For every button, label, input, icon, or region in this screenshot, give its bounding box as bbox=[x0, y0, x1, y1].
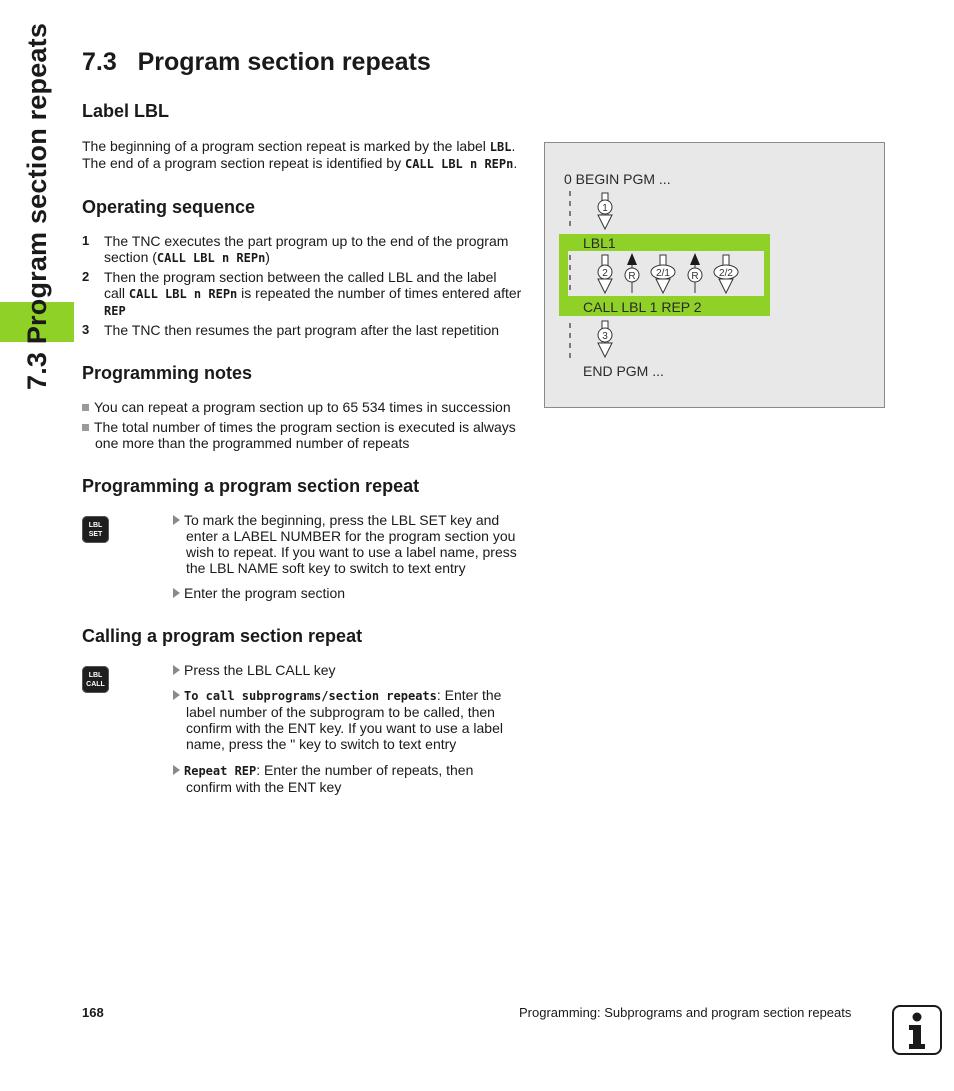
step-arrow-icon bbox=[173, 588, 180, 598]
section-programming-repeat-title: Programming a program section repeat bbox=[82, 476, 420, 496]
diagram-flow-arrows bbox=[545, 143, 886, 409]
svg-text:1: 1 bbox=[602, 203, 608, 214]
label-lbl-text: The beginning of a program section repeat is marked by the label LBL. The end of a program section repeat is identified by CALL LBL n REPn. bbox=[82, 138, 518, 171]
programming-notes-list bbox=[82, 399, 542, 451]
lbl-call-key-icon: LBL CALL bbox=[82, 666, 109, 693]
diagram-lbl1: LBL1 bbox=[583, 235, 616, 251]
step-2: 2 Then the program section between the called LBL and the label call CALL LBL n REPn is repeated the number of times entered after REP bbox=[82, 269, 522, 318]
svg-text:2/1: 2/1 bbox=[656, 268, 670, 279]
section-calling-repeat-title: Calling a program section repeat bbox=[82, 626, 363, 646]
page-number: 168 bbox=[82, 1005, 104, 1020]
diagram-end-pgm: END PGM ... bbox=[583, 363, 664, 379]
lbl-set-key-icon: LBL SET bbox=[82, 516, 109, 543]
section-label-lbl-title: Label LBL bbox=[82, 101, 170, 121]
page-title: 7.3 Program section repeats bbox=[82, 48, 431, 76]
step-1: 1 The TNC executes the part program up to the end of the program section (CALL LBL n REPn) bbox=[82, 233, 509, 265]
bullet-square-icon bbox=[82, 424, 89, 431]
section-repeat-diagram bbox=[544, 142, 885, 408]
calling-steps: Press the LBL CALL key To call subprograms/section repeats: Enter the label number of the subprogram to be called, then confirm with the ENT key. If you want to use a label name, press the " key to switch to text entry Repeat REP: Enter the number of repeats, then confirm with the ENT key bbox=[173, 662, 533, 795]
section-programming-notes-title: Programming notes bbox=[82, 363, 253, 383]
programming-steps: To mark the beginning, press the LBL SET key and enter a LABEL NUMBER for the program section you wish to repeat. If you want to use a label name, press the LBL NAME soft key to switch to text entry Enter the program section bbox=[173, 512, 533, 601]
step-arrow-icon bbox=[173, 515, 180, 525]
svg-text:2/2: 2/2 bbox=[719, 268, 733, 279]
step-arrow-icon bbox=[173, 690, 180, 700]
svg-text:R: R bbox=[628, 271, 636, 282]
diagram-begin-pgm: 0 BEGIN PGM ... bbox=[564, 171, 671, 187]
note-item: The total number of times the program section is executed is always bbox=[82, 419, 542, 435]
note-item: You can repeat a program section up to 65 534 times in succession bbox=[82, 399, 542, 415]
bullet-square-icon bbox=[82, 404, 89, 411]
info-icon bbox=[892, 1005, 942, 1055]
svg-text:R: R bbox=[691, 271, 699, 282]
section-operating-sequence-title: Operating sequence bbox=[82, 197, 256, 217]
step-3: 3 The TNC then resumes the part program after the last repetition bbox=[82, 322, 500, 338]
note-item-continued: one more than the programmed number of repeats bbox=[95, 435, 410, 451]
footer-chapter: Programming: Subprograms and program section repeats bbox=[519, 1005, 852, 1020]
step-arrow-icon bbox=[173, 665, 180, 675]
side-chapter-title-text: 7.3 Program section repeats bbox=[22, 22, 52, 390]
diagram-call-lbl: CALL LBL 1 REP 2 bbox=[583, 299, 702, 315]
svg-text:3: 3 bbox=[602, 331, 608, 342]
svg-text:2: 2 bbox=[602, 268, 608, 279]
step-arrow-icon bbox=[173, 765, 180, 775]
